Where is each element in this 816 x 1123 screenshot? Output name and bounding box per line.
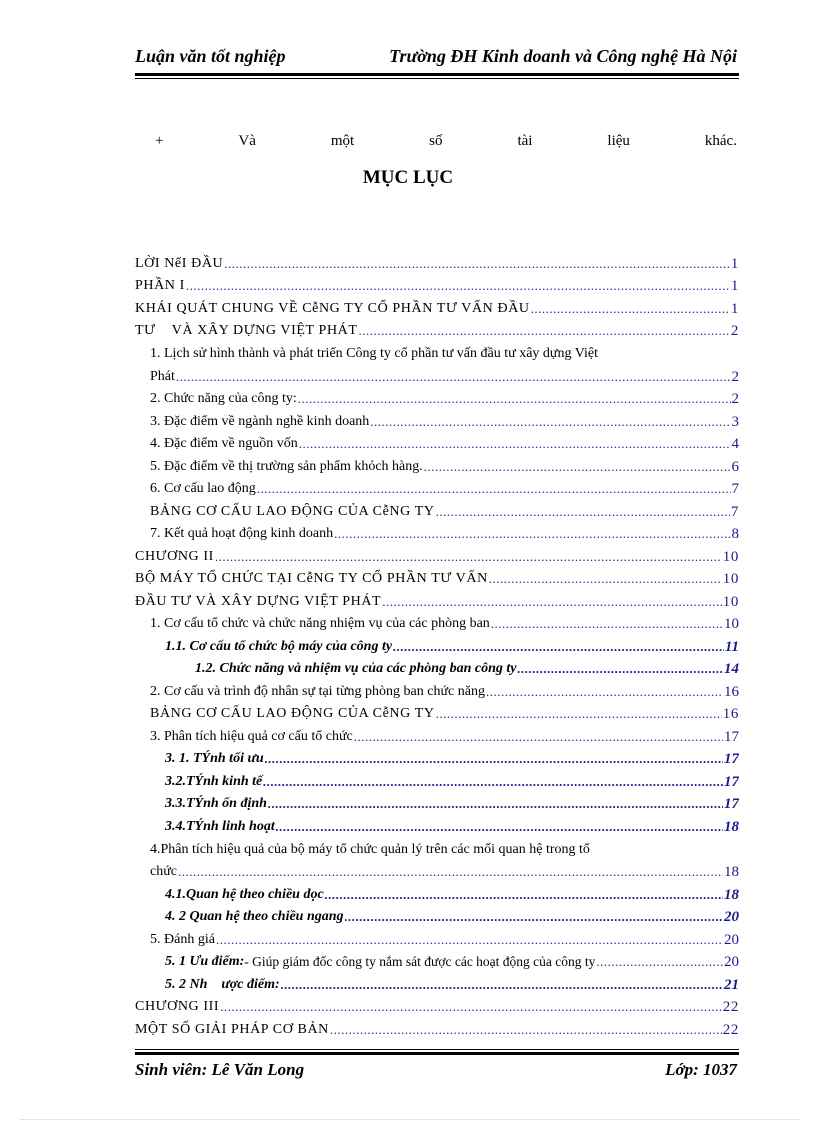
toc-page-number: 2 <box>730 323 739 339</box>
toc-entry[interactable]: 5. Đặc điểm về thị trường sản phẩm khỏch hàng. ..... 6 <box>135 452 739 475</box>
toc-entry[interactable]: CHƯƠNG III ..... 22 <box>135 993 739 1016</box>
toc-entry[interactable]: TƯ VÀ XÂY DỰNG VIỆT PHÁT ..... 2 <box>135 317 739 340</box>
intro-word: + <box>155 133 164 149</box>
toc-page-number: 2 <box>731 391 739 407</box>
toc-entry[interactable]: BẢNG CƠ CẤU LAO ĐỘNG CỦA CễNG TY ..... 16 <box>135 700 739 723</box>
page-header <box>135 42 737 72</box>
toc-entry[interactable]: 3.2.TÝnh kinh tế ..... 17 <box>135 767 739 790</box>
toc-page-number: 2 <box>731 368 739 385</box>
toc-entry[interactable]: 4.1.Quan hệ theo chiều dọc ..... 18 <box>135 880 739 903</box>
toc-page-number: 22 <box>722 1021 739 1038</box>
toc-entry[interactable]: 6. Cơ cấu lao động ..... 7 <box>135 475 739 498</box>
toc-page-number: 7 <box>730 503 739 520</box>
toc-entry[interactable]: 1. Cơ cấu tổ chức và chức năng nhiệm vụ của các phòng ban ..... 10 <box>135 610 739 633</box>
toc-page-number: 18 <box>724 886 739 903</box>
page-footer <box>135 1056 737 1082</box>
toc-entry[interactable]: 5. 1 Ưu điểm: - Giúp giám đốc công ty nắm sát được các hoạt động của công ty ..... 20 <box>135 948 739 971</box>
footer-student-name: Sinh viên: Lê Văn Long <box>135 1060 305 1079</box>
intro-word: tài <box>517 133 533 149</box>
toc-entry[interactable]: 1. Lịch sử hình thành và phát triển Công ty cổ phần tư vấn đầu tư xây dựng Việt <box>150 346 599 361</box>
toc-page-number: 20 <box>724 931 739 948</box>
toc-entry[interactable]: 5. 2 Nh ược điểm: ..... 21 <box>135 970 739 993</box>
table-of-contents <box>135 249 739 1038</box>
toc-entry[interactable]: BẢNG CƠ CẤU LAO ĐỘNG CỦA CễNG TY ..... 7 <box>135 497 739 520</box>
toc-entry[interactable]: BỘ MÁY TỔ CHỨC TẠI CễNG TY CỔ PHẦN TƯ VẤN ..... 10 <box>135 565 739 588</box>
toc-page-number: 21 <box>724 976 739 993</box>
toc-entry[interactable]: KHÁI QUÁT CHUNG VỀ CễNG TY CỔ PHẦN TƯ VẤN ĐẦU ..... 1 <box>135 294 739 317</box>
toc-page-number: 1 <box>730 278 739 294</box>
toc-page-number: 20 <box>724 954 739 970</box>
toc-entry[interactable]: Phát ..... 2 <box>135 362 739 385</box>
toc-page-number: 3 <box>731 413 739 430</box>
toc-page-number: 1 <box>730 255 739 272</box>
toc-entry[interactable]: CHƯƠNG II ..... 10 <box>135 542 739 565</box>
toc-page-number: 10 <box>722 571 739 587</box>
toc-entry[interactable]: 1.1. Cơ cấu tổ chức bộ máy của công ty ..... 11 <box>135 632 739 655</box>
page-edge-divider <box>20 1119 800 1120</box>
toc-entry[interactable]: chức ..... 18 <box>135 858 739 881</box>
header-university-name: Trường ĐH Kinh doanh và Công nghệ Hà Nội <box>389 46 737 66</box>
toc-entry[interactable]: 4.Phân tích hiệu quả của bộ máy tổ chức quản lý trên các mối quan hệ trong tổ <box>150 841 590 857</box>
toc-page-number: 22 <box>722 999 739 1015</box>
intro-word: Và <box>238 133 256 149</box>
toc-page-number: 16 <box>724 683 739 700</box>
footer-class: Lớp: 1037 <box>665 1060 737 1079</box>
toc-entry[interactable]: PHẦN I ..... 1 <box>135 272 739 295</box>
intro-word: một <box>330 133 355 149</box>
toc-entry-extra: - Giúp giám đốc công ty nắm sát được các hoạt động của công ty <box>244 954 596 969</box>
footer-rule-thick <box>135 1052 739 1055</box>
toc-page-number: 10 <box>722 593 739 610</box>
header-rule-thin <box>135 78 739 79</box>
footer-rule-thin <box>135 1049 739 1050</box>
toc-entry[interactable]: 7. Kết quả hoạt động kinh doanh ..... 8 <box>135 520 739 543</box>
toc-entry[interactable]: LỜI NểI ĐẦU ..... 1 <box>135 249 739 272</box>
toc-entry[interactable]: 4. Đặc điểm về nguồn vốn ..... 4 <box>135 430 739 453</box>
toc-entry[interactable]: 3. Đặc điểm về ngành nghề kinh doanh ..... 3 <box>135 407 739 430</box>
toc-page-number: 4 <box>731 436 739 452</box>
toc-entry[interactable]: 3.4.TÝnh linh hoạt ..... 18 <box>135 812 739 835</box>
toc-entry[interactable]: 5. Đánh giá ..... 20 <box>135 925 739 948</box>
toc-page-number: 20 <box>724 909 739 925</box>
intro-word: số <box>429 133 443 149</box>
intro-word: liệu <box>607 133 630 149</box>
toc-page-number: 1 <box>730 300 739 317</box>
toc-entry[interactable]: ĐẦU TƯ VÀ XÂY DỰNG VIỆT PHÁT ..... 10 <box>135 587 739 610</box>
toc-entry[interactable]: 1.2. Chức năng và nhiệm vụ của các phòng ban công ty ..... 14 <box>135 655 739 678</box>
toc-entry[interactable]: 4. 2 Quan hệ theo chiều ngang ..... 20 <box>135 903 739 926</box>
toc-page-number: 10 <box>722 548 739 565</box>
toc-entry[interactable]: 3.3.TÝnh ổn định ..... 17 <box>135 790 739 813</box>
toc-title: MỤC LỤC <box>362 167 454 188</box>
toc-page-number: 8 <box>731 526 739 542</box>
toc-page-number: 17 <box>724 773 739 790</box>
toc-page-number: 6 <box>731 458 739 475</box>
toc-page-number: 17 <box>724 728 739 745</box>
toc-page-number: 14 <box>724 661 739 677</box>
intro-line <box>155 133 737 150</box>
header-thesis-label: Luận văn tốt nghiệp <box>135 46 286 66</box>
toc-page-number: 11 <box>724 638 739 655</box>
toc-entry[interactable]: 3. Phân tích hiệu quả cơ cấu tổ chức ..... 17 <box>135 722 739 745</box>
toc-entry[interactable]: 2. Chức năng của công ty: ..... 2 <box>135 385 739 408</box>
toc-page-number: 10 <box>724 616 739 632</box>
header-rule-thick <box>135 73 739 76</box>
toc-page-number: 18 <box>724 818 739 835</box>
intro-word: khác. <box>704 133 737 149</box>
toc-page-number: 18 <box>724 864 739 880</box>
toc-page-number: 16 <box>722 706 739 722</box>
toc-entry[interactable]: 3. 1. TÝnh tối ưu ..... 17 <box>135 745 739 768</box>
toc-entry[interactable]: 2. Cơ cấu và trình độ nhân sự tại từng phòng ban chức năng ..... 16 <box>135 677 739 700</box>
toc-entry[interactable]: MỘT SỐ GIẢI PHÁP CƠ BẢN ..... 22 <box>135 1015 739 1038</box>
toc-page-number: 7 <box>731 481 739 497</box>
toc-page-number: 17 <box>724 751 739 767</box>
toc-page-number: 17 <box>724 796 739 812</box>
